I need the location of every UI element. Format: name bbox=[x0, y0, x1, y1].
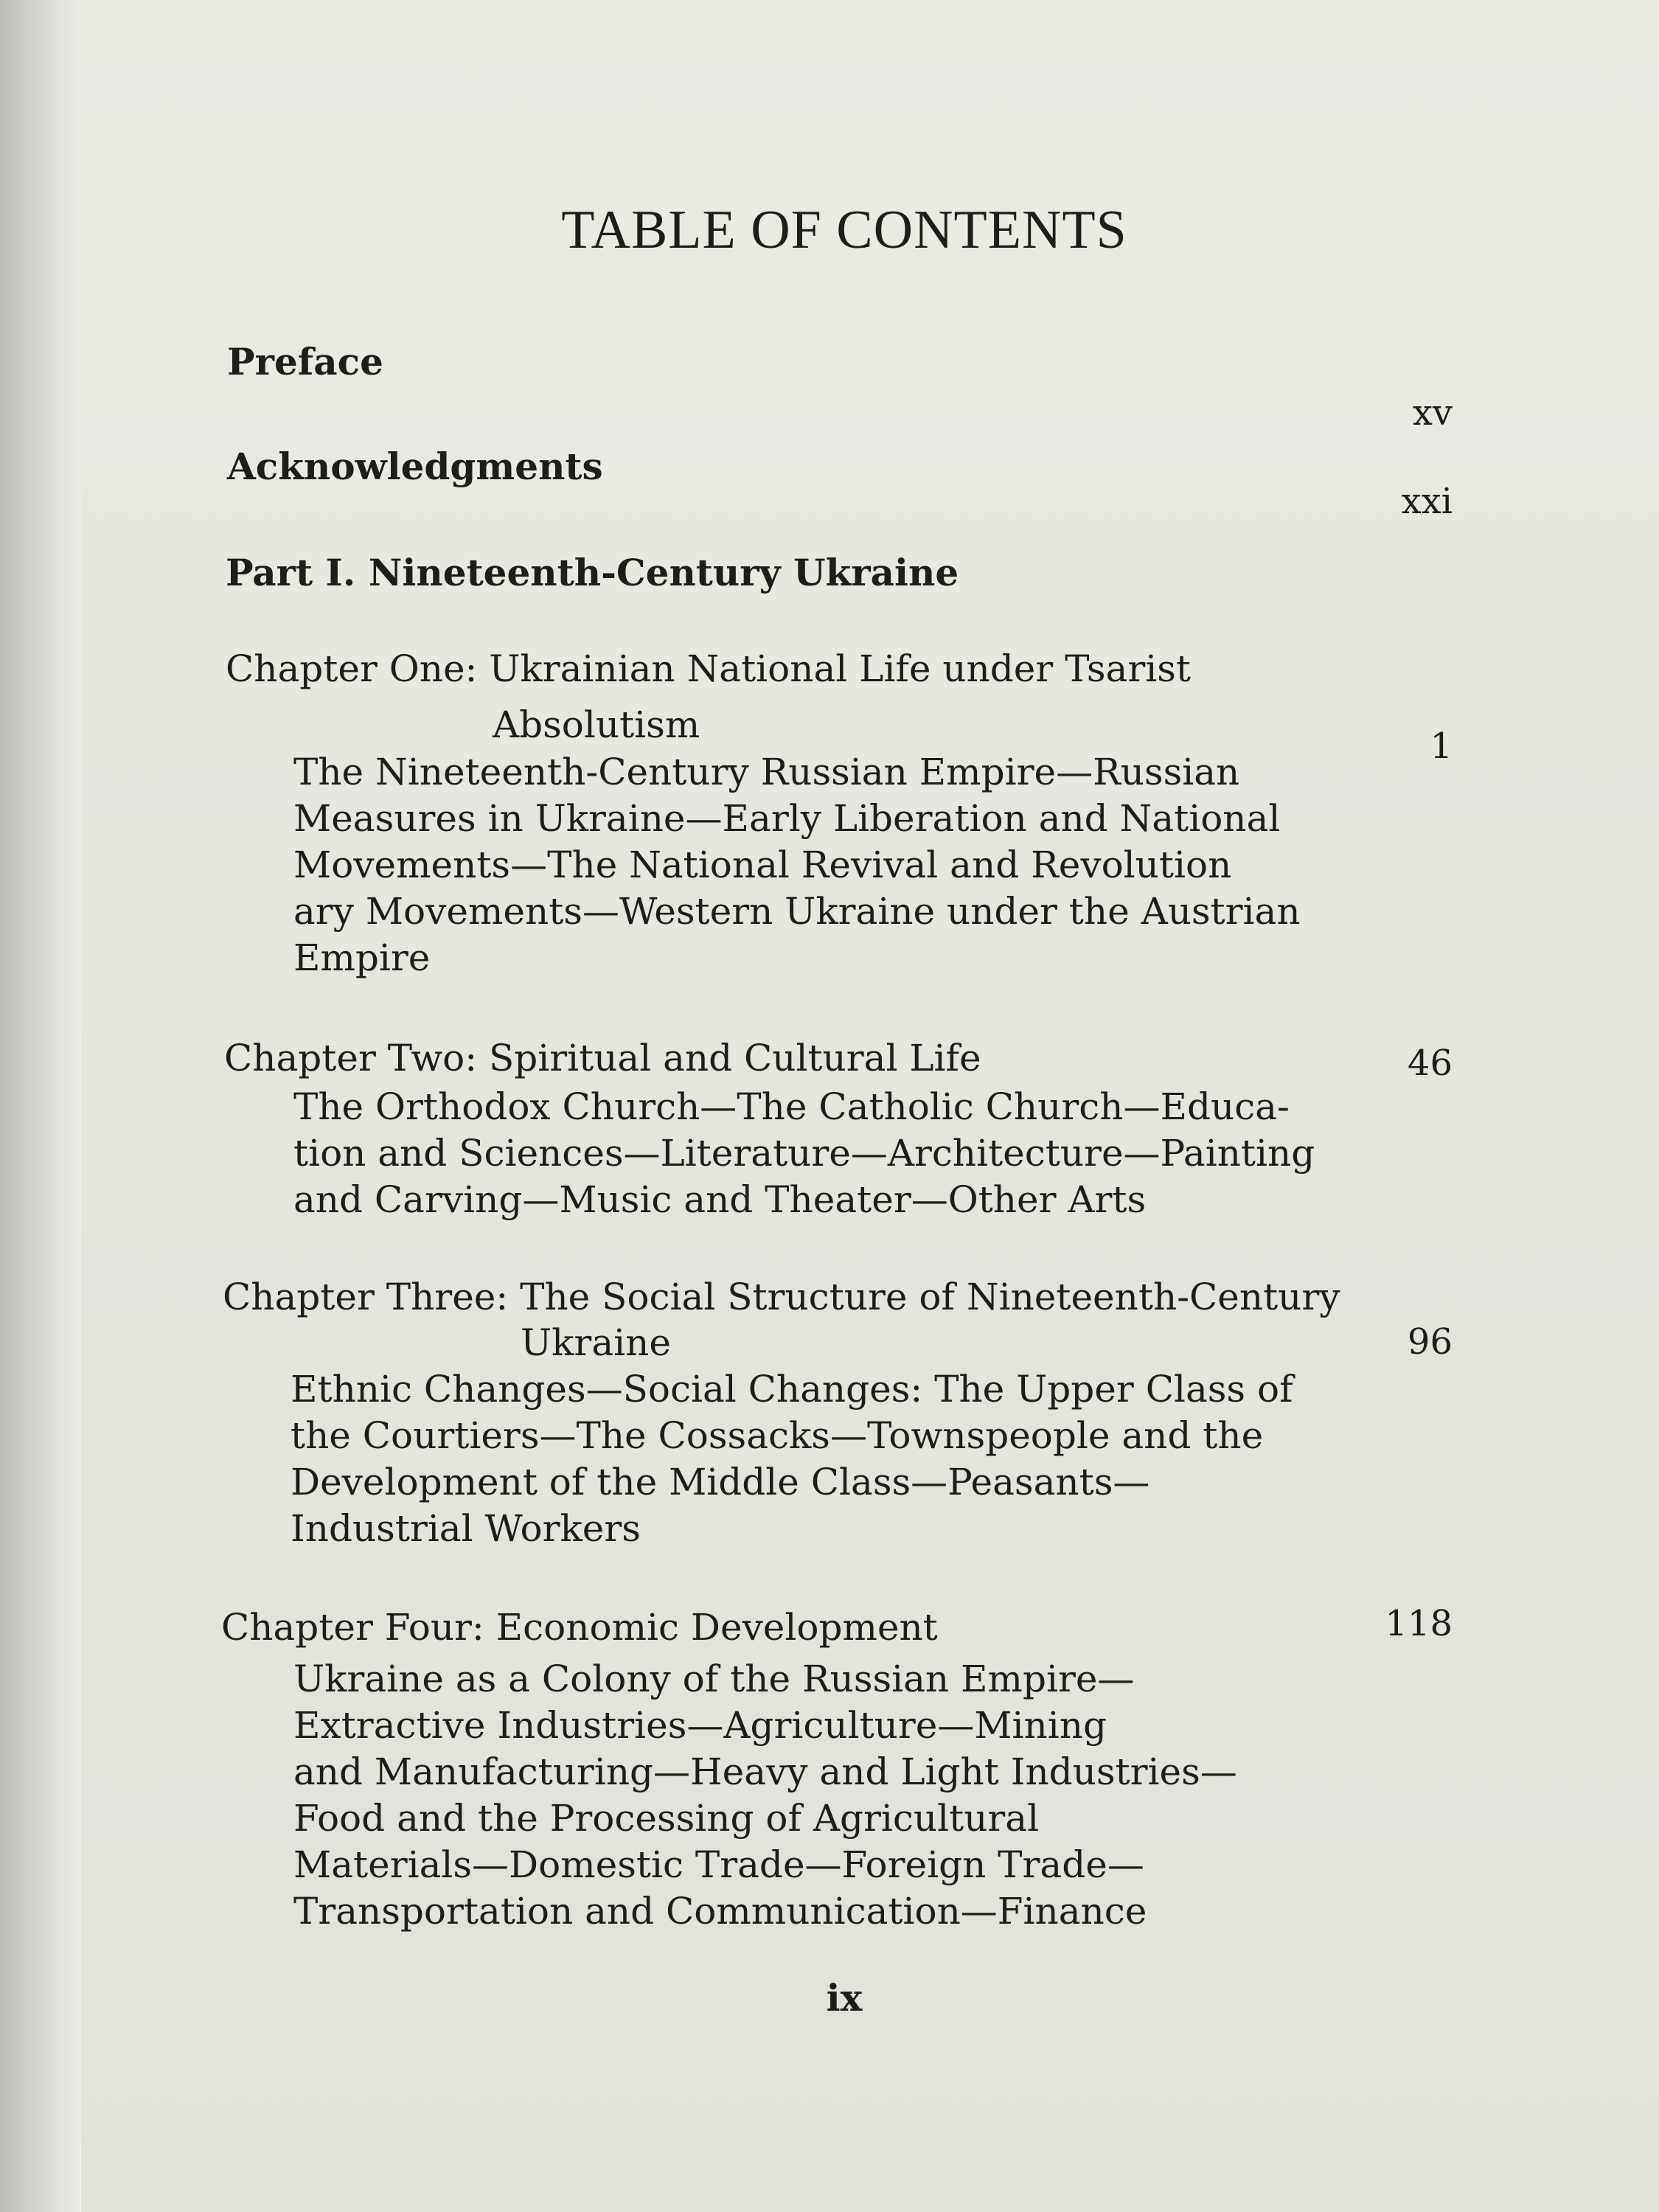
chapter-one-title-line-1: Chapter One: Ukrainian National Life under Tsarist bbox=[226, 647, 1191, 690]
chapter-one-page: 1 bbox=[1430, 726, 1453, 767]
chapter-three-page: 96 bbox=[1407, 1321, 1453, 1363]
chapter-one-title-line-2: Absolutism bbox=[493, 703, 700, 746]
chapter-two-title: Chapter Two: Spiritual and Cultural Life bbox=[224, 1037, 981, 1079]
chapter-three-title-line-2: Ukraine bbox=[521, 1321, 671, 1364]
chapter-four-page: 118 bbox=[1385, 1603, 1453, 1644]
chapter-three-title-line-1: Chapter Three: The Social Structure of Nineteenth-Century bbox=[223, 1276, 1340, 1318]
page-gutter-shadow bbox=[0, 0, 81, 2212]
toc-page-acknowledgments: xxi bbox=[1401, 481, 1453, 522]
chapter-one-description: The Nineteenth-Century Russian Empire—Russian Measures in Ukraine—Early Liberation and National Movements—The National Revival and Revolution ary Movements—Western Ukraine under the Austrian Empire bbox=[293, 751, 1301, 979]
chapter-two-description: The Orthodox Church—The Catholic Church—Educa- tion and Sciences—Literature—Architecture—Painting and Carving—Music and Theater—Other Arts bbox=[293, 1085, 1315, 1221]
chapter-four-title: Chapter Four: Economic Development bbox=[221, 1606, 938, 1649]
toc-entry-acknowledgments: Acknowledgments bbox=[227, 445, 603, 488]
toc-entry-preface: Preface bbox=[227, 340, 383, 383]
chapter-three-description: Ethnic Changes—Social Changes: The Upper Class of the Courtiers—The Cossacks—Townspeople and the Development of the Middle Class—Peasants— Industrial Workers bbox=[291, 1368, 1293, 1550]
page-title: TABLE OF CONTENTS bbox=[561, 200, 1127, 260]
toc-page-preface: xv bbox=[1412, 392, 1453, 434]
toc-part-heading: Part I. Nineteenth-Century Ukraine bbox=[226, 551, 959, 594]
page-number-folio: ix bbox=[826, 1976, 863, 2020]
chapter-two-page: 46 bbox=[1407, 1043, 1453, 1084]
chapter-four-description: Ukraine as a Colony of the Russian Empire— Extractive Industries—Agriculture—Mining and Manufacturing—Heavy and Light Industries— Food and the Processing of Agricultural Materials—Domestic Trade—Foreign Trade— Transportation and Communication—Finance bbox=[293, 1658, 1237, 1933]
